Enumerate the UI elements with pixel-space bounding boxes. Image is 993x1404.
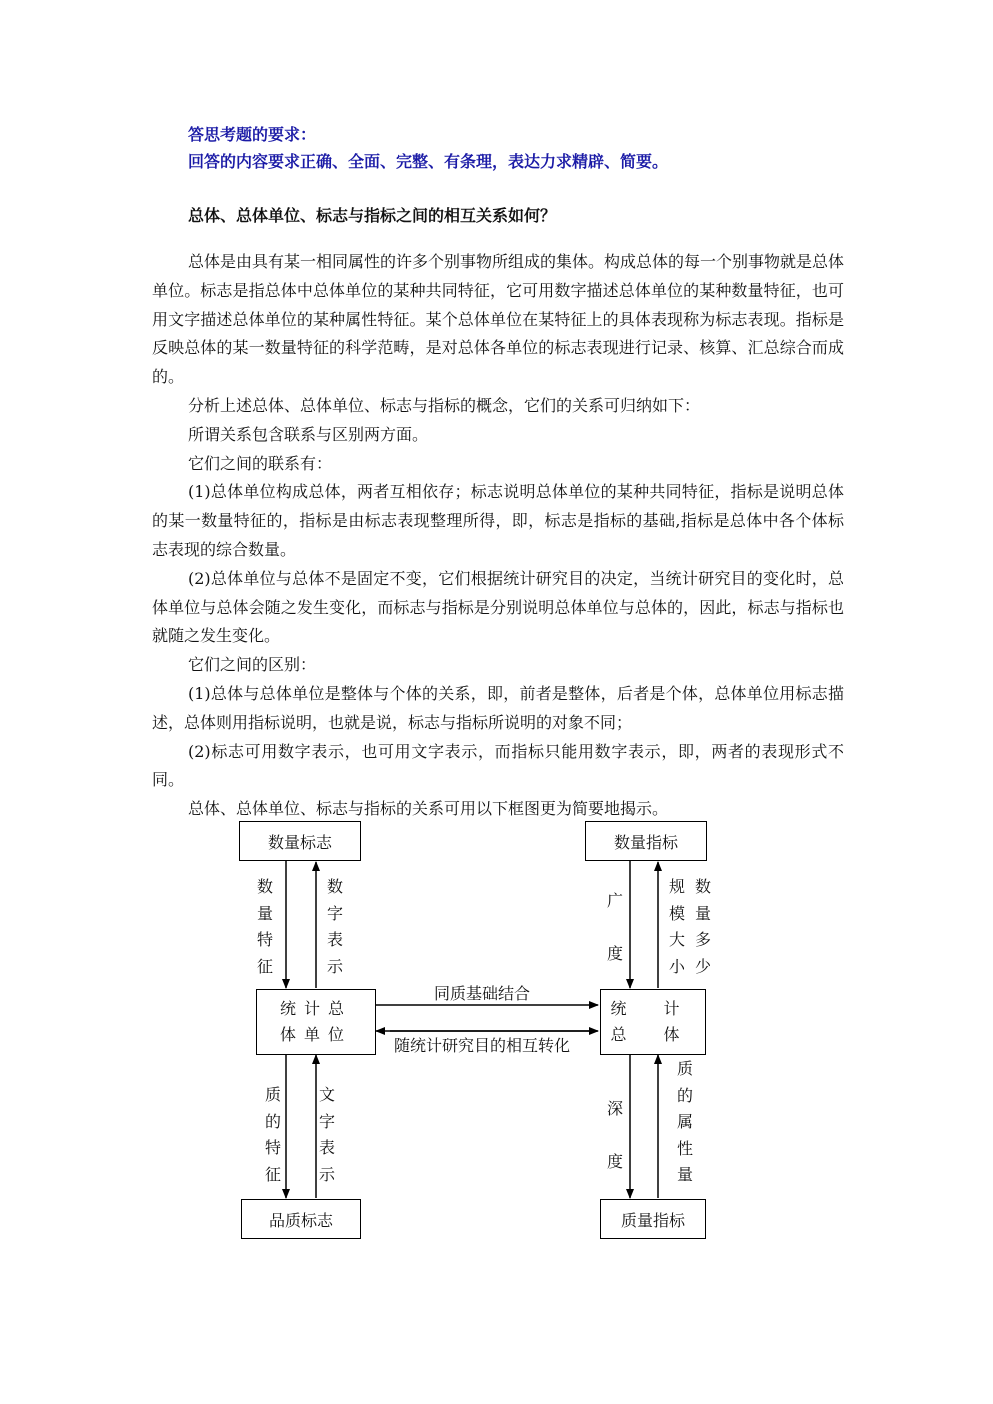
question-heading: 总体、总体单位、标志与指标之间的相互关系如何？ xyxy=(188,206,557,225)
label-scale: 规模大小 xyxy=(668,877,685,976)
label-text-repr: 文字表示 xyxy=(318,1085,335,1184)
label-mutual-convert: 随统计研究目的相互转化 xyxy=(392,1033,572,1056)
paragraph-differences-heading: 它们之间的区别： xyxy=(188,655,317,675)
label-amount: 数量多少 xyxy=(694,877,711,976)
population-box xyxy=(600,989,706,1055)
paragraph-difference-2: (2)标志可用数字表示，也可用文字表示，而指标只能用数字表示，即，两者的表现形式不同。 xyxy=(152,741,844,790)
paragraph-definitions: 总体是由具有某一相同属性的许多个别事物所组成的集体。构成总体的每一个别事物就是总体单位。标志是指总体中总体单位的某种共同特征，它可用数字描述总体单位的某种数量特征，也可用文字描述总体单位的某种属性特征。某个总体单位在某特征上的具体表现称为标志表现。指标是反映总体的某一数量特征的科学范畴，是对总体各单位的标志表现进行记录、核算、汇总综合而成的。 xyxy=(152,252,845,387)
requirements-text: 回答的内容要求正确、全面、完整、有条理，表达力求精辟、简要。 xyxy=(188,152,669,171)
quality-index-box: 质量指标 xyxy=(600,1199,706,1239)
population-unit-box xyxy=(256,989,376,1055)
paragraph-relation-scope: 所谓关系包含联系与区别两方面。 xyxy=(188,424,429,444)
label-breadth: 广度 xyxy=(606,891,623,963)
paragraph-diagram-intro: 总体、总体单位、标志与指标的关系可用以下框图更为简要地揭示。 xyxy=(188,799,669,819)
population-line2: 总 体 xyxy=(610,1025,696,1044)
paragraph-connection-2: (2)总体单位与总体不是固定不变，它们根据统计研究目的决定，当统计研究目的变化时，总体单位与总体会随之发生变化，而标志与指标是分别说明总体单位与总体的，因此，标志与指标也就随之发生变化。 xyxy=(152,568,844,646)
population-line1: 统 计 xyxy=(610,999,696,1018)
quality-mark-box: 品质标志 xyxy=(241,1199,361,1239)
population-unit-line1: 统计总 xyxy=(279,999,352,1018)
quantity-mark-box: 数量标志 xyxy=(239,821,361,861)
paragraph-connection-1: (1)总体单位构成总体，两者互相依存；标志说明总体单位的某种共同特征，指标是说明总体的某一数量特征的，指标是由标志表现整理所得，即，标志是指标的基础,指标是总体中各个体标志表现的综合数量。 xyxy=(152,482,844,559)
paragraph-connections-heading: 它们之间的联系有： xyxy=(188,453,333,473)
label-quality-feature: 质的特征 xyxy=(264,1085,281,1184)
requirements-title: 答思考题的要求： xyxy=(188,125,317,144)
population-unit-line2: 体单位 xyxy=(279,1025,352,1044)
label-attribute-amount: 质的属性量 xyxy=(676,1059,693,1184)
label-number-repr: 数字表示 xyxy=(326,877,343,976)
paragraph-analysis: 分析上述总体、总体单位、标志与指标的概念，它们的关系可归纳如下： xyxy=(188,395,701,415)
label-depth: 深度 xyxy=(606,1099,623,1171)
paragraph-difference-1: (1)总体与总体单位是整体与个体的关系，即，前者是整体，后者是个体，总体单位用标志描述，总体则用指标说明，也就是说，标志与指标所说明的对象不同； xyxy=(152,683,844,732)
quantity-index-box: 数量指标 xyxy=(585,821,707,861)
label-homogeneous: 同质基础结合 xyxy=(432,981,532,1004)
label-quantity-feature: 数量特征 xyxy=(256,877,273,976)
